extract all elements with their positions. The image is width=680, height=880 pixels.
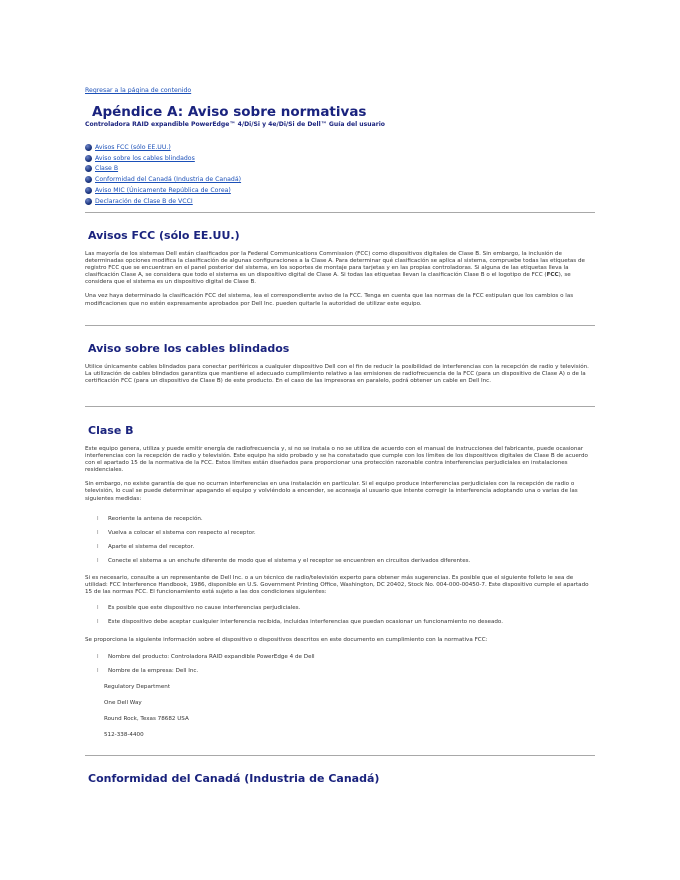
section-heading-class-b: Clase B: [88, 424, 134, 437]
toc-link-fcc[interactable]: Avisos FCC (sólo EE.UU.): [95, 143, 171, 151]
list-item: l Este dispositivo debe aceptar cualquier interferencia recibida, incluidas interferencias que puedan ocasionar un funcionamiento no deseado.: [97, 619, 504, 625]
measures-list: [85, 516, 595, 565]
toc-item: [85, 185, 595, 196]
section-divider: [85, 325, 595, 326]
section-divider: [85, 406, 595, 407]
list-item: l Nombre de la empresa: Dell Inc.: [97, 668, 199, 674]
toc-item: [85, 196, 595, 207]
phone-line: 512-338-4400: [104, 732, 144, 738]
page-subtitle: Controladora RAID expandible PowerEdge™ 4/Di/Si y 4e/Di/Si de Dell™ Guía del usuario: [85, 121, 385, 128]
bullet-icon: [85, 198, 92, 205]
fcc-paragraph-1: Las mayoría de los sistemas Dell están clasificados por la Federal Communications Commission (FCC) como dispositivos digitales de Clase B. Sin embargo, la inclusión de determinadas opciones modifica la clasificación de algunas configuraciones a la Clase A. Para determinar qué clasificación se aplica al sistema, compruebe todas las etiquetas de registro FCC que se encuentran en el panel posterior del sistema, en los soportes de montaje para tarjetas y en las propias controladoras. Si alguna de las etiquetas lleva la clasificación Clase A, se considera que todo el sistema es un dispositivo digital de Clase A. Si todas las etiquetas llevan la clasificación Clase B o el logotipo de FCC (FCC), se considera que el sistema es un dispositivo digital de Clase B.: [85, 251, 585, 286]
address-block: [85, 684, 595, 739]
shielded-paragraph: Utilice únicamente cables blindados para conectar periféricos a cualquier dispositivo Dell con el fin de reducir la posibilidad de interferencias con la recepción de radio y televisión. La utilización de cables blindados garantiza que mantiene el adecuado cumplimiento relativo a las emisiones de radiofrecuencia de la FCC (para un dispositivo de Clase A) o de la certificación FCC (para un dispositivo de Clase B) de este producto. En el caso de las impresoras en paralelo, podrá obtener un cable en Dell Inc.: [85, 364, 589, 385]
toc-item: [85, 164, 595, 175]
page-title: Apéndice A: Aviso sobre normativas: [92, 104, 367, 120]
list-item: l Nombre del producto: Controladora RAID expandible PowerEdge 4 de Dell: [97, 654, 315, 660]
bullet-icon: [85, 155, 92, 162]
toc-item: [85, 174, 595, 185]
table-of-contents: [85, 142, 595, 207]
section-canada: [85, 772, 595, 785]
section-divider: [85, 755, 595, 756]
bullet-icon: [85, 144, 92, 151]
section-heading-canada: Conformidad del Canadá (Industria de Canadá): [88, 772, 380, 785]
fcc-paragraph-2: Una vez haya determinado la clasificación FCC del sistema, lea el correspondiente aviso de la FCC. Tenga en cuenta que las normas de la FCC estipulan que los cambios o las modificaciones que no estén expresamente aprobados por Dell Inc. pueden quitarle la autoridad de utilizar este equipo.: [85, 293, 574, 307]
address-line: One Dell Way: [104, 700, 142, 706]
toc-link-mic-korea[interactable]: Aviso MIC (Únicamente República de Corea): [95, 187, 231, 195]
classb-paragraph-3: Si es necesario, consulte a un representante de Dell Inc. o a un técnico de radio/televisión experto para obtener más sugerencias. Es posible que el siguiente folleto le sea de utilidad: FCC Interference Handbook, 1986, disponible en U.S. Government Printing Office, Washington, DC 20402, Stock No. 004-000-00450-7. Este dispositivo cumple el apartado 15 de las normas FCC. El funcionamiento está sujeto a las dos condiciones siguientes:: [85, 575, 589, 596]
section-heading-shielded-cables: Aviso sobre los cables blindados: [88, 342, 290, 355]
address-line: Regulatory Department: [104, 684, 171, 690]
address-line: Round Rock, Texas 78682 USA: [104, 716, 189, 722]
back-to-contents-link[interactable]: Regresar a la página de contenido: [85, 87, 192, 94]
section-heading-fcc: Avisos FCC (sólo EE.UU.): [88, 229, 240, 242]
list-item: l Aparte el sistema del receptor.: [97, 544, 195, 550]
classb-paragraph-4: Se proporciona la siguiente información sobre el dispositivo o dispositivos descritos en este documento en cumplimiento con la normativa FCC:: [85, 637, 488, 643]
toc-link-shielded-cables[interactable]: Aviso sobre los cables blindados: [95, 154, 195, 162]
classb-paragraph-1: Este equipo genera, utiliza y puede emitir energía de radiofrecuencia y, si no se instala o no se utiliza de acuerdo con el manual de instrucciones del fabricante, puede ocasionar interferencias con la recepción de radio y televisión. Este equipo ha sido probado y se ha constatado que cumple con los límites de los dispositivos digitales de Clase B de acuerdo con el apartado 15 de la normativa de la FCC. Estos límites están diseñados para proporcionar una protección razonable contra interferencias perjudiciales en instalaciones residenciales.: [85, 446, 588, 474]
section-shielded-cables: [85, 342, 595, 385]
bullet-icon: [85, 165, 92, 172]
section-class-b: [85, 424, 595, 503]
toc-item: [85, 153, 595, 164]
conditions-list: [85, 605, 595, 626]
list-item: l Reoriente la antena de recepción.: [97, 516, 203, 522]
bullet-icon: [85, 187, 92, 194]
toc-link-vcci[interactable]: Declaración de Clase B de VCCI: [95, 197, 193, 205]
list-item: l Conecte el sistema a un enchufe diferente de modo que el sistema y el receptor se encuentren en circuitos derivados diferentes.: [97, 558, 471, 564]
section-fcc: [85, 229, 595, 308]
toc-item: [85, 142, 595, 153]
toc-link-canada[interactable]: Conformidad del Canadá (Industria de Canadá): [95, 176, 242, 184]
toc-link-class-b[interactable]: Clase B: [95, 165, 119, 173]
section-divider: [85, 212, 595, 213]
bullet-icon: [85, 176, 92, 183]
list-item: l Es posible que este dispositivo no cause interferencias perjudiciales.: [97, 605, 301, 611]
classb-paragraph-2: Sin embargo, no existe garantía de que no ocurran interferencias en una instalación en particular. Si el equipo produce interferencias perjudiciales con la recepción de radio o televisión, lo cual se puede determinar apagando el equipo y volviéndolo a encender, se aconseja al usuario que intente corregir la interferencia adoptando una o varias de las siguientes medidas:: [85, 481, 578, 502]
list-item: l Vuelva a colocar el sistema con respecto al receptor.: [97, 530, 256, 536]
info-list: [85, 654, 595, 675]
